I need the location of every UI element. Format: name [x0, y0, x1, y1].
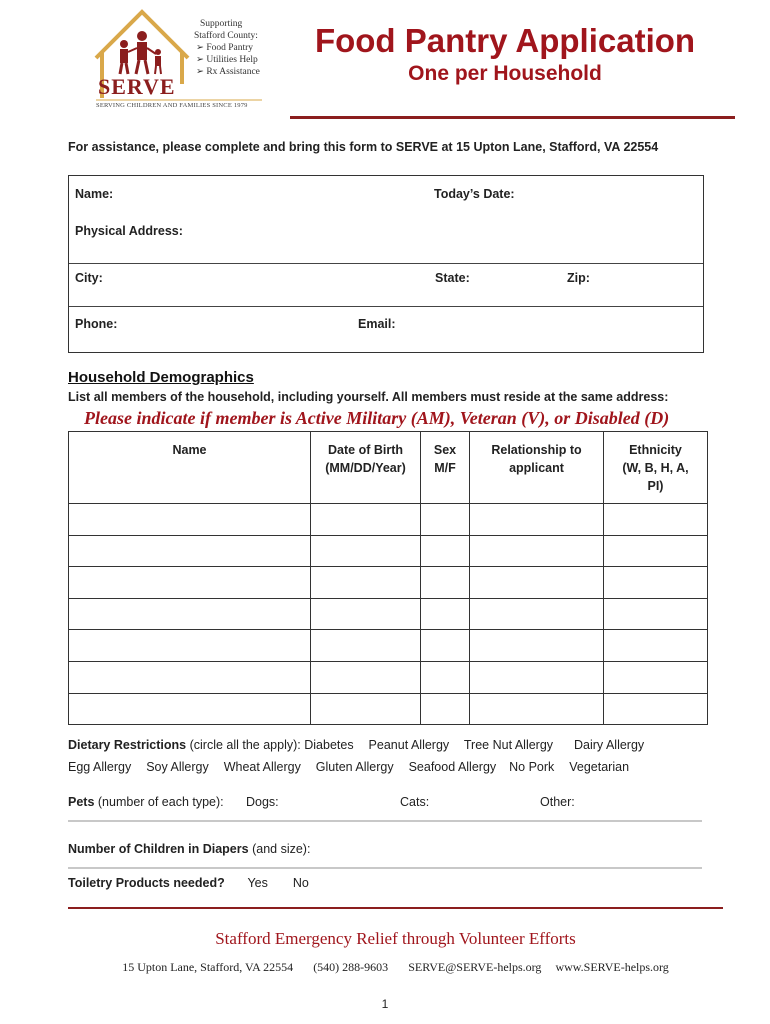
member-name-cell[interactable]: [69, 535, 311, 567]
member-name-cell[interactable]: [69, 598, 311, 630]
pets-divider: [68, 820, 702, 822]
footer-email[interactable]: SERVE@SERVE-helps.org: [408, 960, 542, 974]
logo-name: SERVE: [98, 74, 176, 99]
member-sex-cell[interactable]: [421, 630, 470, 662]
member-ethnicity-cell[interactable]: [604, 598, 708, 630]
footer-contact: [68, 960, 723, 975]
table-row: [69, 567, 708, 599]
diet-option-wheat-allergy[interactable]: Wheat Allergy: [223, 760, 301, 774]
table-row: [69, 598, 708, 630]
logo-line: ➢ Utilities Help: [196, 55, 258, 65]
member-relationship-cell[interactable]: [470, 598, 604, 630]
household-note: List all members of the household, including yourself. All members must reside at the same address:: [68, 390, 669, 404]
member-sex-cell[interactable]: [421, 598, 470, 630]
logo-line: ➢ Rx Assistance: [196, 67, 260, 77]
member-ethnicity-cell[interactable]: [604, 630, 708, 662]
logo-line: Supporting: [200, 19, 243, 29]
page-title: Food Pantry Application: [314, 22, 696, 59]
header-line: Sex: [433, 443, 457, 457]
pets-line: [68, 795, 224, 809]
diet-option-seafood-allergy[interactable]: Seafood Allergy: [408, 760, 497, 774]
physical-address-field[interactable]: Physical Address:: [75, 224, 183, 238]
dietary-line-2: [68, 760, 629, 774]
column-header-sex: [421, 432, 470, 504]
dietary-instruction: (circle all the apply):: [189, 738, 301, 752]
member-relationship-cell[interactable]: [470, 504, 604, 536]
diapers-label: Number of Children in Diapers: [68, 842, 249, 856]
header-line: (W, B, H, A,: [622, 461, 689, 475]
member-dob-cell[interactable]: [311, 567, 421, 599]
member-dob-cell[interactable]: [311, 630, 421, 662]
diet-option-tree-nut-allergy[interactable]: Tree Nut Allergy: [463, 738, 554, 752]
member-ethnicity-cell[interactable]: [604, 504, 708, 536]
phone-field[interactable]: Phone:: [75, 317, 118, 331]
name-field[interactable]: Name:: [75, 187, 114, 201]
todays-date-field[interactable]: Today’s Date:: [434, 187, 515, 201]
diet-option-soy-allergy[interactable]: Soy Allergy: [146, 760, 209, 774]
table-row: [69, 693, 708, 725]
page-subtitle: One per Household: [408, 62, 602, 85]
toiletry-label: Toiletry Products needed?: [68, 876, 225, 890]
zip-field[interactable]: Zip:: [567, 271, 590, 285]
cats-field[interactable]: Cats:: [400, 795, 430, 809]
logo-line: Stafford County:: [194, 31, 258, 41]
member-sex-cell[interactable]: [421, 661, 470, 693]
member-relationship-cell[interactable]: [470, 535, 604, 567]
toiletry-yes-option[interactable]: Yes: [247, 876, 268, 890]
instructions: For assistance, please complete and bring this form to SERVE at 15 Upton Lane, Stafford, VA 22554: [68, 140, 659, 154]
header-line: Date of Birth: [328, 443, 403, 457]
member-ethnicity-cell[interactable]: [604, 567, 708, 599]
diet-option-gluten-allergy[interactable]: Gluten Allergy: [315, 760, 394, 774]
dietary-line-1: [68, 738, 644, 752]
pets-instruction: (number of each type):: [97, 795, 224, 809]
dogs-field[interactable]: Dogs:: [246, 795, 279, 809]
pets-label: Pets: [68, 795, 95, 809]
diet-option-diabetes[interactable]: Diabetes: [304, 738, 354, 752]
column-header-dob: [311, 432, 421, 504]
diet-option-peanut-allergy[interactable]: Peanut Allergy: [368, 738, 450, 752]
state-field[interactable]: State:: [435, 271, 470, 285]
household-members-table: [68, 431, 708, 725]
header-line: (MM/DD/Year): [325, 461, 406, 475]
logo-line: ➢ Food Pantry: [196, 43, 254, 53]
member-ethnicity-cell[interactable]: [604, 535, 708, 567]
logo-services: [194, 18, 260, 78]
footer-website[interactable]: www.SERVE-helps.org: [555, 960, 669, 974]
member-sex-cell[interactable]: [421, 504, 470, 536]
footer-address: 15 Upton Lane, Stafford, VA 22554: [122, 960, 294, 974]
column-header-name: [69, 432, 311, 504]
footer-phone: (540) 288-9603: [313, 960, 389, 974]
row-divider: [69, 306, 703, 307]
serve-logo: [92, 6, 282, 114]
diapers-field[interactable]: [68, 842, 310, 856]
applicant-info-box: [68, 175, 704, 353]
member-relationship-cell[interactable]: [470, 661, 604, 693]
header-line: Ethnicity: [629, 443, 682, 457]
member-relationship-cell[interactable]: [470, 630, 604, 662]
diet-option-egg-allergy[interactable]: Egg Allergy: [68, 760, 132, 774]
dietary-label: Dietary Restrictions: [68, 738, 187, 752]
member-name-cell[interactable]: [69, 504, 311, 536]
member-ethnicity-cell[interactable]: [604, 661, 708, 693]
member-dob-cell[interactable]: [311, 535, 421, 567]
email-field[interactable]: Email:: [358, 317, 396, 331]
footer-divider: [68, 907, 723, 909]
table-row: [69, 535, 708, 567]
member-dob-cell[interactable]: [311, 504, 421, 536]
header-line: Name: [172, 443, 207, 457]
member-name-cell[interactable]: [69, 630, 311, 662]
member-dob-cell[interactable]: [311, 693, 421, 725]
table-row: [69, 630, 708, 662]
member-dob-cell[interactable]: [311, 598, 421, 630]
toiletry-no-option[interactable]: No: [292, 876, 309, 890]
member-name-cell[interactable]: [69, 567, 311, 599]
city-field[interactable]: City:: [75, 271, 103, 285]
table-row: [69, 661, 708, 693]
diapers-instruction: (and size):: [252, 842, 311, 856]
member-dob-cell[interactable]: [311, 661, 421, 693]
diet-option-dairy-allergy[interactable]: Dairy Allergy: [574, 738, 645, 752]
table-header-row: [69, 432, 708, 504]
member-ethnicity-cell[interactable]: [604, 693, 708, 725]
member-sex-cell[interactable]: [421, 693, 470, 725]
diet-option-vegetarian[interactable]: Vegetarian: [569, 760, 630, 774]
logo-tagline: SERVING CHILDREN AND FAMILIES SINCE 1979: [96, 102, 248, 109]
footer-org-name: Stafford Emergency Relief through Volunteer Efforts: [215, 929, 576, 948]
column-header-relationship: [470, 432, 604, 504]
header-divider: [290, 116, 735, 119]
member-sex-cell[interactable]: [421, 535, 470, 567]
military-note: Please indicate if member is Active Military (AM), Veteran (V), or Disabled (D): [84, 408, 670, 428]
member-name-cell[interactable]: [69, 693, 311, 725]
header-line: Relationship to: [491, 443, 582, 457]
header-line: applicant: [509, 461, 564, 475]
household-title: Household Demographics: [68, 369, 254, 386]
other-pets-field[interactable]: Other:: [540, 795, 575, 809]
table-row: [69, 504, 708, 536]
header-line: PI): [647, 479, 664, 493]
member-name-cell[interactable]: [69, 661, 311, 693]
diapers-divider: [68, 867, 702, 869]
toiletry-line: [68, 876, 309, 890]
member-sex-cell[interactable]: [421, 567, 470, 599]
page-number: 1: [381, 997, 389, 1011]
header-line: M/F: [434, 461, 456, 475]
column-header-ethnicity: [604, 432, 708, 504]
member-relationship-cell[interactable]: [470, 693, 604, 725]
diet-option-no-pork[interactable]: No Pork: [509, 760, 555, 774]
row-divider: [69, 263, 703, 264]
member-relationship-cell[interactable]: [470, 567, 604, 599]
